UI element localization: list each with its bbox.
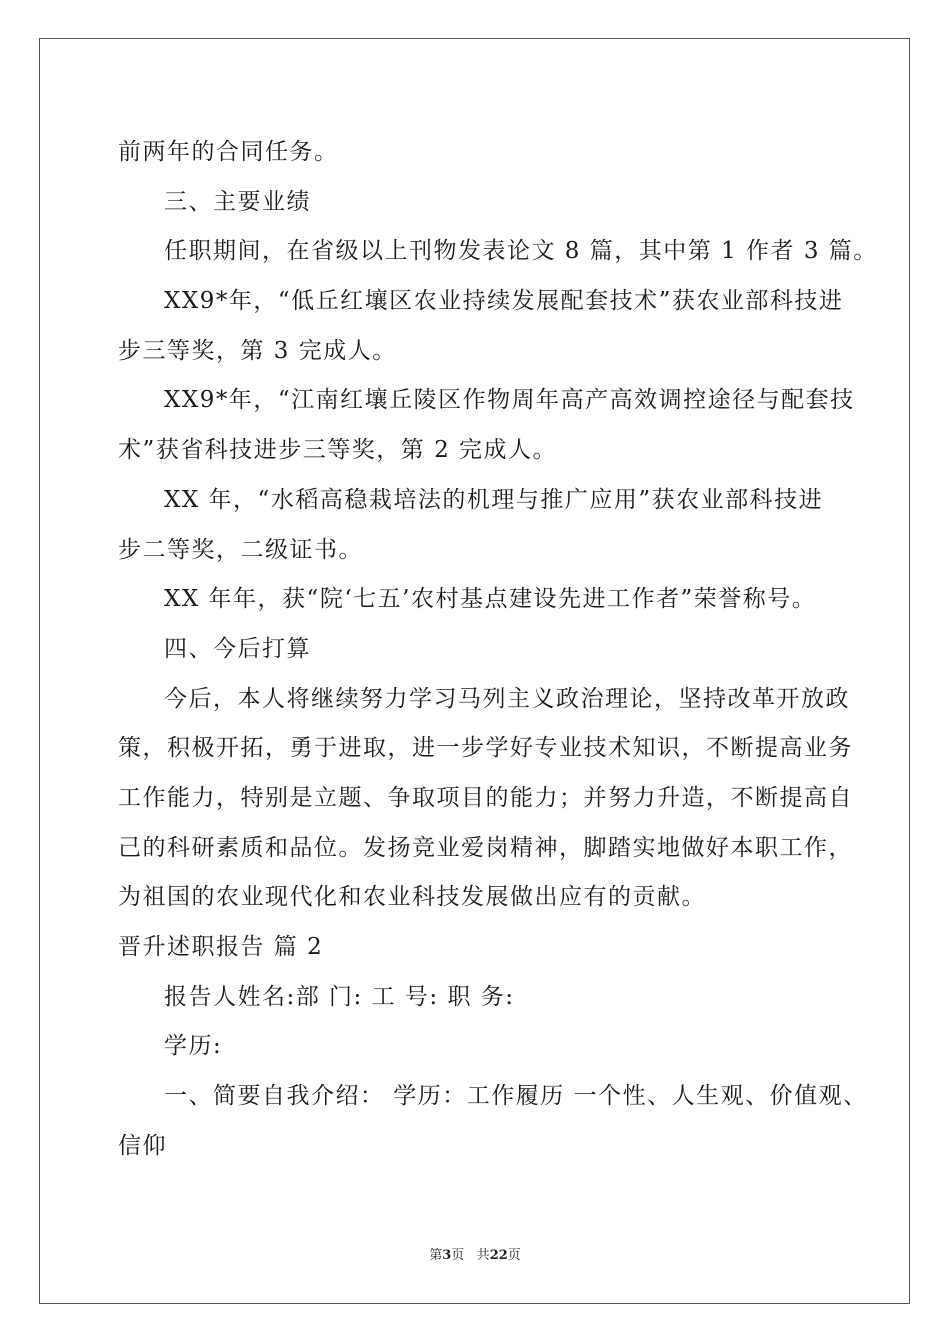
text-line: 己的科研素质和品位。发扬竞业爱岗精神，脚踏实地做好本职工作， [118, 834, 853, 861]
text-line: 前两年的合同任务。 [118, 139, 339, 165]
text-line: 工作能力，特别是立题、争取项目的能力；并努力升造，不断提高自 [118, 784, 853, 811]
text-line: XX 年，“水稻高稳栽培法的机理与推广应用”获农业部科技进 [164, 486, 824, 513]
text-line: 策，积极开拓，勇于进取，进一步学好专业技术知识，不断提高业务 [118, 735, 853, 762]
page-number: 3 [442, 1248, 452, 1263]
footer-prefix: 第 [429, 1248, 443, 1263]
text-line: 报告人姓名:部 门: 工 号: 职 务: [164, 983, 515, 1010]
text-line: 步三等奖，第 3 完成人。 [118, 337, 397, 364]
text-line: 步二等奖，二级证书。 [118, 536, 363, 563]
page-footer [0, 1246, 950, 1266]
report-title: 晋升述职报告 篇 2 [118, 934, 324, 960]
section-heading-plans: 四、今后打算 [164, 635, 311, 662]
text-line: 为祖国的农业现代化和农业科技发展做出应有的贡献。 [118, 884, 706, 911]
footer-total-prefix: 共 [476, 1248, 490, 1263]
text-line: 任职期间，在省级以上刊物发表论文 8 篇，其中第 1 作者 3 篇。 [164, 238, 878, 265]
footer-total-suffix: 页 [507, 1248, 521, 1263]
text-line: 术”获省科技进步三等奖，第 2 完成人。 [118, 437, 558, 464]
text-line: 今后，本人将继续努力学习马列主义政治理论，坚持改革开放政 [164, 685, 850, 712]
document-body [118, 128, 878, 1171]
total-pages: 22 [489, 1248, 508, 1263]
text-line: XX9*年，“低丘红壤区农业持续发展配套技术”获农业部科技进 [164, 288, 844, 315]
text-line: XX 年年，获“院‘七五’农村基点建设先进工作者”荣誉称号。 [164, 586, 817, 613]
footer-page-suffix: 页 [451, 1248, 465, 1263]
section-heading-achievements: 三、主要业绩 [164, 188, 311, 215]
section-heading-introduction: 一、简要自我介绍： 学历：工作履历 一个性、人生观、价值观、 [164, 1083, 868, 1110]
text-line: 学历: [164, 1033, 223, 1060]
text-line: 信仰 [118, 1132, 167, 1159]
text-line: XX9*年，“江南红壤丘陵区作物周年高产高效调控途径与配套技 [164, 387, 855, 414]
